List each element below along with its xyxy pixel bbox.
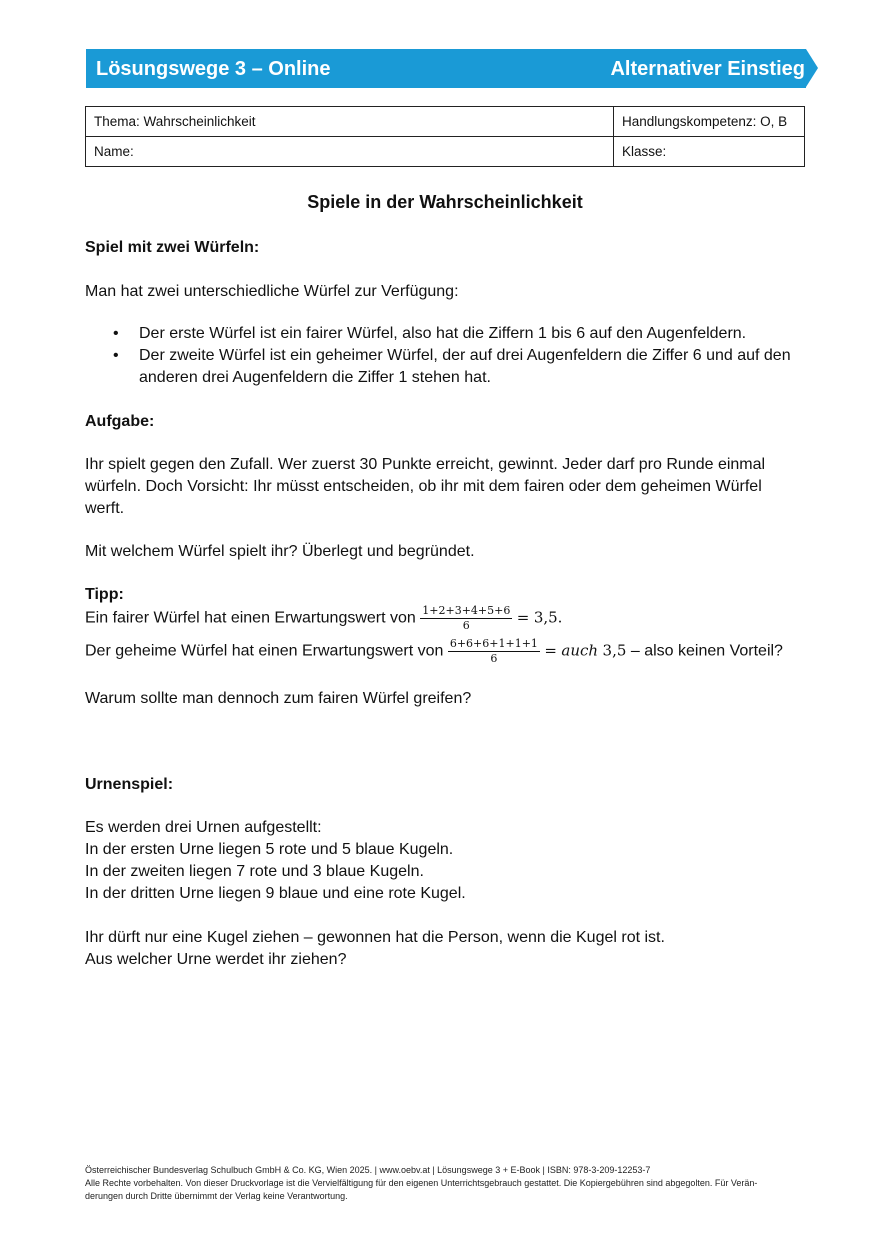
footer-line: derungen durch Dritte übernimmt der Verlag keine Verantwortung. — [85, 1191, 348, 1201]
header-arrow-shape — [806, 49, 818, 87]
list-item — [85, 323, 805, 345]
task-question: Mit welchem Würfel spielt ihr? Überlegt und begründet. — [85, 543, 475, 560]
task-heading: Aufgabe: — [85, 413, 155, 430]
fraction-denominator: 6 — [462, 619, 470, 632]
fair-expected-value: 3,5. — [533, 608, 563, 627]
dice-game-heading: Spiel mit zwei Würfeln: — [85, 239, 260, 256]
tip-secret-text: Der geheime Würfel hat einen Erwartungswert von — [85, 642, 444, 660]
tip-fair-text: Ein fairer Würfel hat einen Erwartungswert von — [85, 609, 416, 627]
urn-line: Ihr dürft nur eine Kugel ziehen – gewonnen hat die Person, wenn die Kugel rot ist. — [85, 929, 665, 946]
competence-cell: Handlungskompetenz: O, B — [614, 107, 805, 137]
footer — [85, 1164, 810, 1203]
fraction-fair — [420, 604, 512, 633]
tip-line-fair — [85, 604, 562, 633]
tip-heading: Tipp: — [85, 586, 124, 603]
fraction-numerator: 1+2+3+4+5+6 — [422, 604, 511, 617]
urn-heading: Urnenspiel: — [85, 776, 174, 793]
name-field[interactable]: Name: — [86, 137, 614, 167]
bullet-icon: • — [113, 325, 119, 342]
tip-line-secret — [85, 637, 783, 666]
page-title: Spiele in der Wahrscheinlichkeit — [307, 192, 583, 212]
topic-cell: Thema: Wahrscheinlichkeit — [86, 107, 614, 137]
class-field[interactable]: Klasse: — [614, 137, 805, 167]
bullet-icon: • — [113, 347, 119, 364]
tip-question: Warum sollte man dennoch zum fairen Würfel greifen? — [85, 690, 472, 707]
urn-line: In der ersten Urne liegen 5 rote und 5 blaue Kugeln. — [85, 841, 454, 858]
dice-list — [85, 323, 805, 389]
equals-sign: = — [516, 608, 530, 627]
dice-game-intro: Man hat zwei unterschiedliche Würfel zur Verfügung: — [85, 283, 459, 300]
urn-line: In der zweiten liegen 7 rote und 3 blaue Kugeln. — [85, 863, 424, 880]
urn-question: Aus welcher Urne werdet ihr ziehen? — [85, 951, 347, 968]
equals-sign: = — [544, 641, 557, 660]
footer-line: Österreichischer Bundesverlag Schulbuch GmbH & Co. KG, Wien 2025. | www.oebv.at | Lösungswege 3 + E-Book | ISBN: 978-3-209-12253-7 — [85, 1165, 651, 1175]
list-item — [85, 345, 805, 389]
fraction-secret — [448, 637, 540, 666]
urn-line: Es werden drei Urnen aufgestellt: — [85, 819, 322, 836]
fraction-numerator: 6+6+6+1+1+1 — [449, 637, 538, 650]
header-series-title: Lösungswege 3 – Online — [96, 58, 331, 80]
bullet-text: Der erste Würfel ist ein fairer Würfel, also hat die Ziffern 1 bis 6 auf den Augenfeldern. — [139, 325, 747, 342]
urn-line: In der dritten Urne liegen 9 blaue und eine rote Kugel. — [85, 885, 466, 902]
tip-secret-tail: – also keinen Vorteil? — [630, 642, 783, 660]
fraction-denominator: 6 — [490, 652, 498, 665]
worksheet-info-table — [85, 106, 805, 167]
footer-line: Alle Rechte vorbehalten. Von dieser Druckvorlage ist die Vervielfältigung für den eigenen Unterrichtsgebrauch gestattet. Die Kopiergebühren sind abgegolten. Für Verän- — [85, 1178, 758, 1188]
secret-expected-value: 3,5 — [602, 641, 627, 660]
task-text: Ihr spielt gegen den Zufall. Wer zuerst 30 Punkte erreicht, gewinnt. Jeder darf pro Runde einmal würfeln. Doch Vorsicht: Ihr müsst entscheiden, ob ihr mit dem fairen oder dem geheimen Würfel werft. — [85, 456, 766, 517]
header-section-title: Alternativer Einstieg — [610, 58, 805, 80]
bullet-text: Der zweite Würfel ist ein geheimer Würfel, der auf drei Augenfeldern die Ziffer 6 und auf den anderen drei Augenfeldern die Ziffer 1 stehen hat. — [139, 347, 791, 386]
auch-word: auch — [561, 641, 599, 660]
